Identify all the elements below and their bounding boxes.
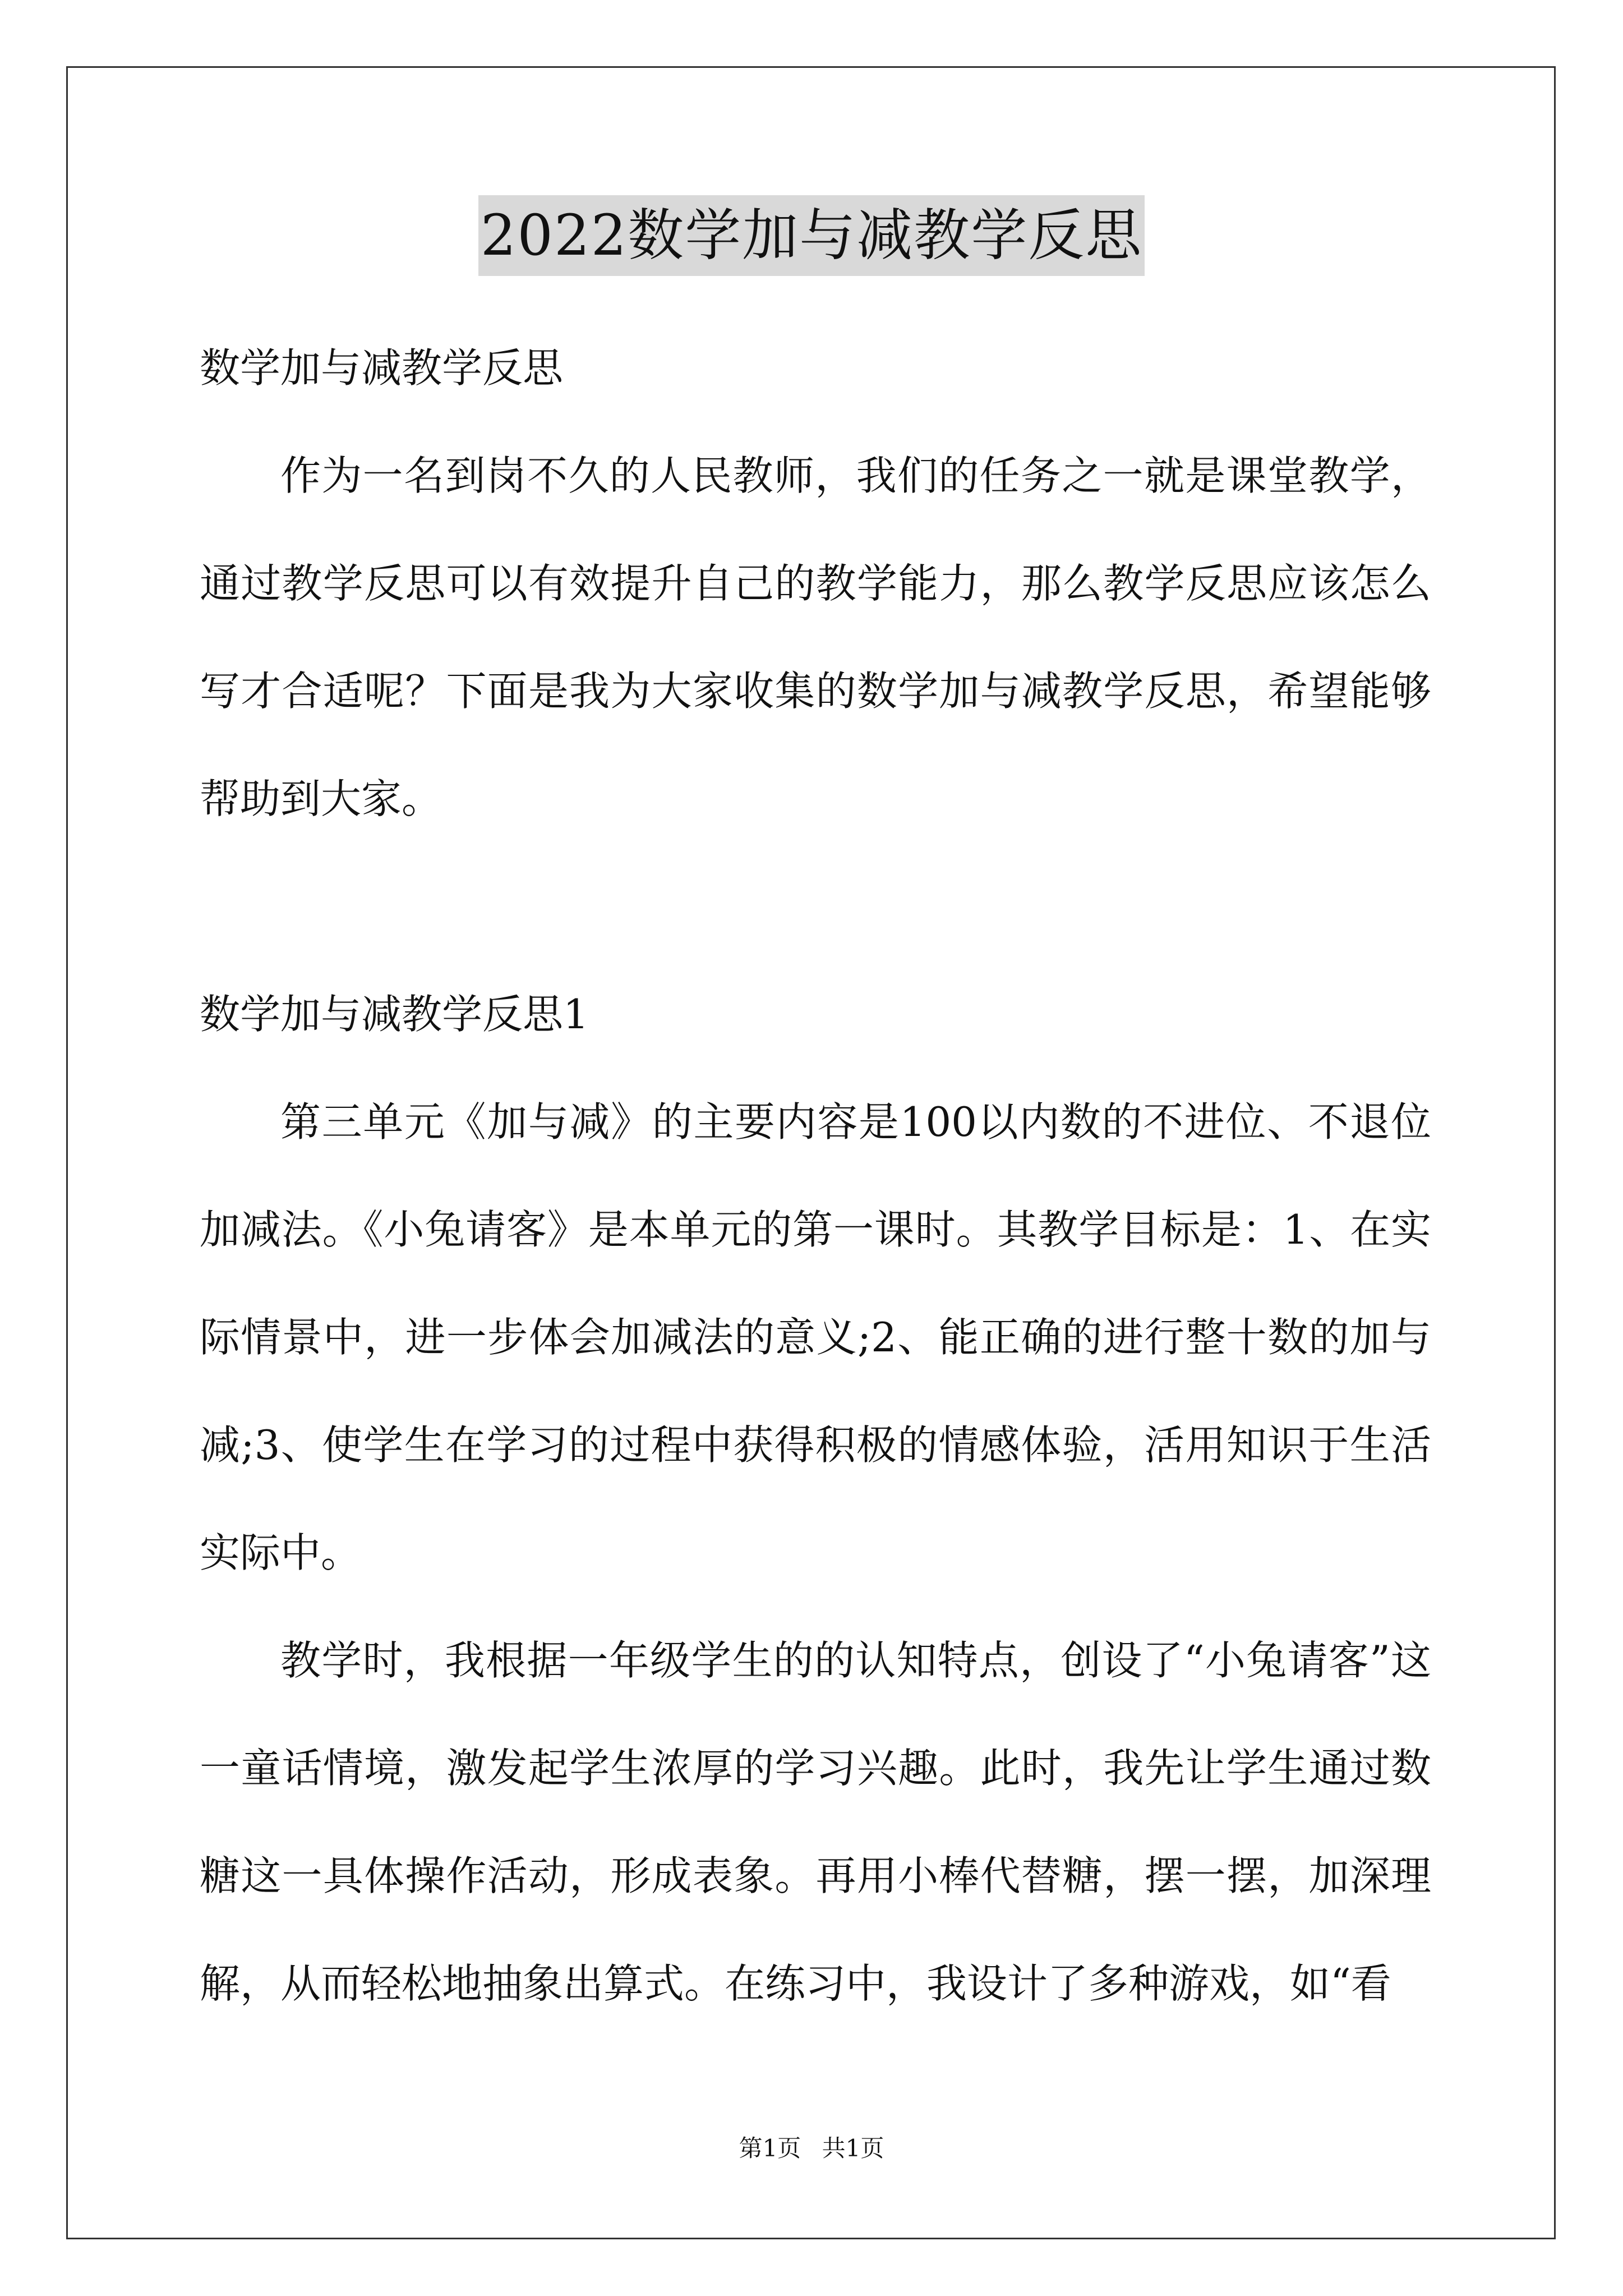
page-total: 共1页 (822, 2134, 884, 2162)
intro-paragraph: 作为一名到岗不久的人民教师，我们的任务之一就是课堂教学，通过教学反思可以有效提升自己的教学能力，那么教学反思应该怎么写才合适呢？下面是我为大家收集的数学加与减教学反思，希望能够帮助到大家。 (200, 452, 1431, 822)
page-footer (0, 2132, 1623, 2165)
title-container (0, 195, 1623, 276)
section1-paragraph-1: 第三单元《加与减》的主要内容是100以内数的不进位、不退位加减法。《小兔请客》是本单元的第一课时。其教学目标是：1、在实际情景中，进一步体会加减法的意义;2、能正确的进行整十数的加与减;3、使学生在学习的过程中获得积极的情感体验，活用知识于生活实际中。 (200, 1098, 1431, 1576)
document-title: 2022数学加与减教学反思 (478, 195, 1145, 276)
section1-heading: 数学加与减教学反思1 (200, 991, 589, 1038)
page-current: 第1页 (739, 2134, 801, 2162)
section1-paragraph-2: 教学时，我根据一年级学生的的认知特点，创设了“小兔请客”这一童话情境，激发起学生浓厚的学习兴趣。此时，我先让学生通过数糖这一具体操作活动，形成表象。再用小棒代替糖，摆一摆，加深理解，从而轻松地抽象出算式。在练习中，我设计了多种游戏，如“看 (200, 1637, 1431, 2007)
intro-heading: 数学加与减教学反思 (200, 344, 564, 392)
section-spacer (200, 853, 1431, 960)
document-body (200, 314, 1431, 2037)
